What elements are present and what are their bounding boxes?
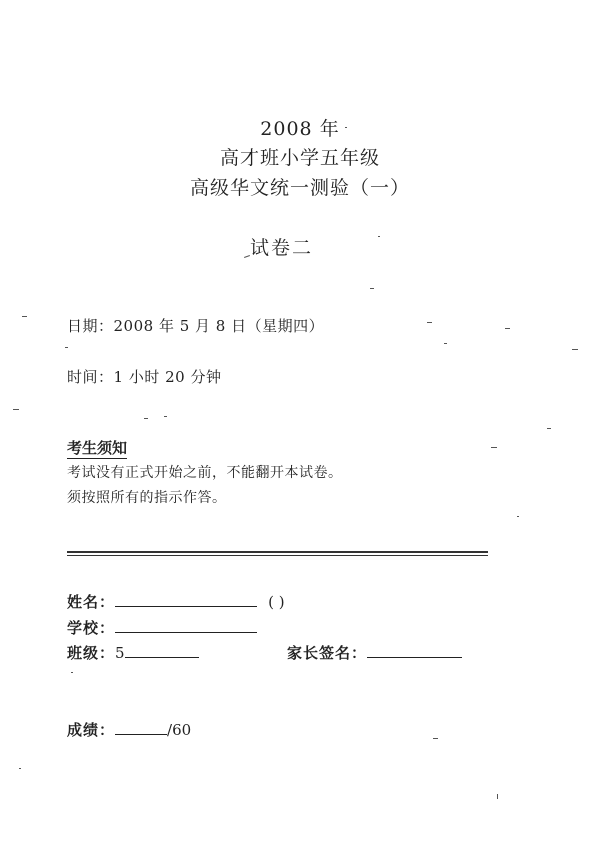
scan-speck xyxy=(491,447,497,448)
class-row xyxy=(67,642,199,663)
class-blank[interactable] xyxy=(125,643,199,658)
score-label: 成绩： xyxy=(67,721,116,739)
notice-line-1: 考试没有正式开始之前，不能翻开本试卷。 xyxy=(67,465,343,481)
scan-speck xyxy=(13,409,19,410)
scan-speck xyxy=(505,328,510,329)
school-row xyxy=(67,617,257,638)
exam-title: 高级华文统一测验（一） xyxy=(189,177,410,199)
parent-signature-blank[interactable] xyxy=(367,643,462,658)
divider-rule xyxy=(67,551,488,553)
scan-speck xyxy=(572,349,578,350)
parent-signature-label: 家长签名： xyxy=(287,644,368,662)
scan-speck xyxy=(378,236,380,237)
parent-signature-row xyxy=(287,642,462,663)
exam-year: 2008 年 xyxy=(260,118,340,140)
name-blank[interactable] xyxy=(115,592,257,607)
exam-duration xyxy=(67,366,221,387)
paper-label: 试卷二 xyxy=(250,237,314,259)
class-value: 5 xyxy=(115,644,125,662)
scan-speck xyxy=(19,768,21,769)
scan-speck xyxy=(71,672,73,673)
score-blank[interactable] xyxy=(115,720,167,735)
scan-speck xyxy=(497,794,498,799)
exam-date xyxy=(67,315,324,336)
scan-speck xyxy=(517,516,519,517)
divider-rule-secondary xyxy=(67,555,488,556)
name-row xyxy=(67,591,285,612)
scan-speck xyxy=(370,288,374,289)
scan-speck xyxy=(345,127,347,128)
scan-speck xyxy=(164,416,167,417)
notice-line-2: 须按照所有的指示作答。 xyxy=(67,490,227,506)
notice-heading: 考生须知 xyxy=(67,439,128,457)
scan-speck xyxy=(547,428,551,429)
date-label: 日期： xyxy=(67,317,114,335)
score-total: /60 xyxy=(167,721,192,739)
exam-school-level: 高才班小学五年级 xyxy=(219,147,380,169)
scan-speck xyxy=(427,322,432,323)
scan-speck xyxy=(433,738,438,739)
index-number-paren: ( ) xyxy=(268,593,285,611)
time-value: 1 小时 20 分钟 xyxy=(113,368,222,386)
scan-speck xyxy=(444,343,447,344)
date-value: 2008 年 5 月 8 日（星期四） xyxy=(113,317,325,335)
school-blank[interactable] xyxy=(115,618,257,633)
name-label: 姓名： xyxy=(67,593,116,611)
school-label: 学校： xyxy=(67,619,116,637)
scan-speck xyxy=(22,316,27,317)
class-label: 班级： xyxy=(67,644,116,662)
scan-speck xyxy=(144,418,148,419)
time-label: 时间： xyxy=(67,368,114,386)
score-row xyxy=(67,719,191,740)
scan-speck xyxy=(65,347,68,348)
